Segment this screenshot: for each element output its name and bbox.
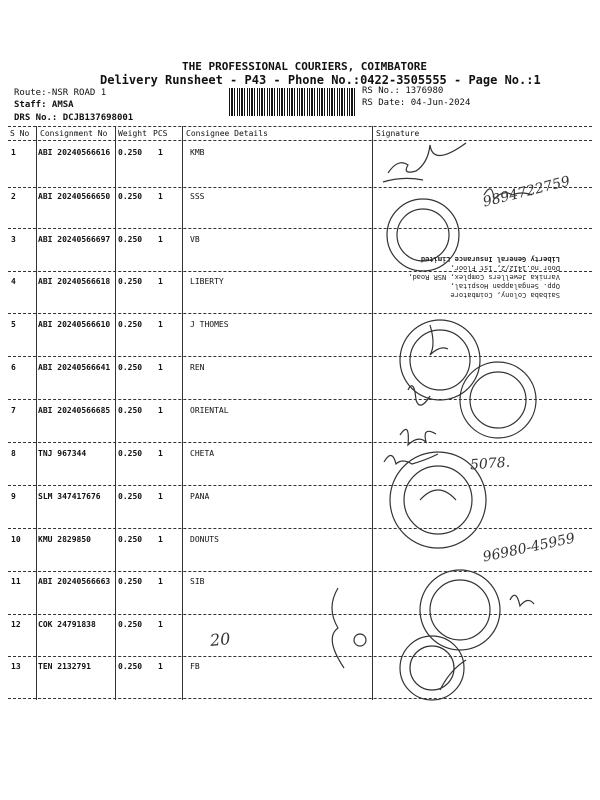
row-weight: 0.250 (118, 577, 143, 586)
row-sno: 5 (11, 320, 16, 329)
row-weight: 0.250 (118, 620, 143, 629)
signature-row11 (510, 595, 534, 606)
seal-oriental-icon (460, 362, 536, 438)
row-consignment: ABI 20240566685 (38, 406, 111, 415)
row-weight: 0.250 (118, 148, 143, 157)
row-consignment: ABI 20240566610 (38, 320, 111, 329)
seal-oriental-inner (470, 372, 526, 428)
row-sno: 11 (11, 577, 21, 586)
row-weight: 0.250 (118, 535, 143, 544)
row-consignment: ABI 20240566697 (38, 235, 111, 244)
row-pcs: 1 (158, 235, 163, 244)
row-weight: 0.250 (118, 363, 143, 372)
row-pcs: 1 (158, 492, 163, 501)
row-weight: 0.250 (118, 492, 143, 501)
seal-panasonic-inner (404, 466, 472, 534)
row-pcs: 1 (158, 320, 163, 329)
staff-label: Staff: AMSA (14, 100, 74, 110)
col-header-signature: Signature (376, 129, 420, 138)
row-consignment: COK 24791838 (38, 620, 96, 629)
row-pcs: 1 (158, 406, 163, 415)
row-consignment: ABI 20240566616 (38, 148, 111, 157)
row-consignee: SIB (190, 577, 205, 586)
rs-number: RS No.: 1376980 (362, 86, 444, 96)
row-sno: 1 (11, 148, 16, 157)
rs-date: RS Date: 04-Jun-2024 (362, 98, 471, 108)
row-consignee: CHETA (190, 449, 215, 458)
company-title: THE PROFESSIONAL COURIERS, COIMBATORE (182, 60, 428, 73)
seal-bank-icon (387, 199, 459, 271)
row-pcs: 1 (158, 148, 163, 157)
drs-number: DRS No.: DCJB137698001 (14, 113, 134, 123)
col-header-pcs: PCS (153, 129, 168, 138)
seal-company-icon (400, 320, 480, 400)
row-sno: 2 (11, 192, 16, 201)
row-consignee: PANA (190, 492, 210, 501)
row-consignee: SSS (190, 192, 205, 201)
liberty-line: Opp. Sengalappan Hospital, (450, 282, 560, 290)
row-sno: 6 (11, 363, 16, 372)
row-consignee: FB (190, 662, 200, 671)
signature-row8 (384, 454, 438, 464)
row-pcs: 1 (158, 620, 163, 629)
row-sno: 3 (11, 235, 16, 244)
row-consignment: TEN 2132791 (38, 662, 91, 671)
runsheet-title: Delivery Runsheet - P43 - Phone No.:0422-3505555 - Page No.:1 (100, 73, 541, 87)
seal-bank-inner (397, 209, 449, 261)
signature-row1-underline (383, 178, 423, 182)
handwritten-number: 5078. (469, 454, 511, 474)
col-header-consignment: Consignment No (40, 129, 108, 138)
liberty-line: Saibaba Colony, Coimbatore (450, 291, 560, 299)
liberty-line: Door no.1412/2, 1st Floor, (450, 264, 560, 272)
row-sno: 8 (11, 449, 16, 458)
handwritten-phone-1: 9894722759 (481, 173, 572, 211)
liberty-line: Varnika Jewellers Complex, NSR Road, (408, 273, 560, 281)
row-consignee: ORIENTAL (190, 406, 229, 415)
row-pcs: 1 (158, 577, 163, 586)
brace-mark (332, 588, 344, 668)
circle-mark (354, 634, 366, 646)
row-sno: 9 (11, 492, 16, 501)
row-consignee: DONUTS (190, 535, 219, 544)
row-consignee: KMB (190, 148, 205, 157)
row-consignee: VB (190, 235, 200, 244)
row-consignment: ABI 20240566618 (38, 277, 111, 286)
row-consignment: ABI 20240566641 (38, 363, 111, 372)
row-pcs: 1 (158, 363, 163, 372)
row-consignment: ABI 20240566663 (38, 577, 111, 586)
row-pcs: 1 (158, 449, 163, 458)
col-header-consignee: Consignee Details (186, 129, 268, 138)
row-weight: 0.250 (118, 235, 143, 244)
row-pcs: 1 (158, 535, 163, 544)
signature-row7 (400, 429, 436, 445)
row-sno: 12 (11, 620, 21, 629)
row-weight: 0.250 (118, 662, 143, 671)
row-pcs: 1 (158, 662, 163, 671)
row-consignment: ABI 20240566650 (38, 192, 111, 201)
handwritten-mark: 20 (209, 628, 232, 651)
row-consignment: TNJ 967344 (38, 449, 87, 458)
col-header-sno: S No (10, 129, 30, 138)
row-consignee: LIBERTY (190, 277, 224, 286)
seal-company-inner (410, 330, 470, 390)
signature-row2 (484, 189, 532, 199)
signature-row9 (420, 490, 456, 500)
row-sno: 13 (11, 662, 21, 671)
row-weight: 0.250 (118, 406, 143, 415)
row-sno: 4 (11, 277, 16, 286)
signature-row1 (388, 143, 466, 173)
row-sno: 10 (11, 535, 21, 544)
row-pcs: 1 (158, 192, 163, 201)
row-sno: 7 (11, 406, 16, 415)
route-label: Route:-NSR ROAD 1 (14, 88, 107, 98)
seal-south-indian-bank-icon (420, 570, 500, 650)
row-weight: 0.250 (118, 449, 143, 458)
row-weight: 0.250 (118, 192, 143, 201)
handwritten-phone-2: 96980-45959 (481, 530, 577, 566)
col-header-weight: Weight (118, 129, 147, 138)
row-consignment: SLM 347417676 (38, 492, 101, 501)
row-weight: 0.250 (118, 277, 143, 286)
liberty-line: Liberty General Insurance Limited (420, 255, 560, 263)
seal-fb-inner (410, 646, 454, 690)
row-weight: 0.250 (118, 320, 143, 329)
seal-south-indian-bank-inner (430, 580, 490, 640)
row-consignee: REN (190, 363, 205, 372)
row-consignment: KMU 2829850 (38, 535, 91, 544)
row-consignee: J THOMES (190, 320, 229, 329)
row-pcs: 1 (158, 277, 163, 286)
